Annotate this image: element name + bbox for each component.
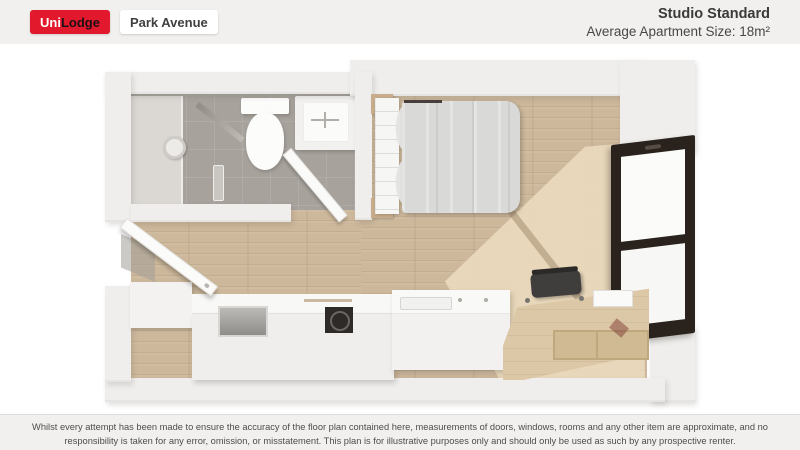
- unilodge-logo: [30, 10, 110, 34]
- page-subtitle: Average Apartment Size: 18m²: [586, 24, 770, 39]
- bed-headboard: [375, 98, 399, 214]
- footer-bar: [0, 414, 800, 450]
- entry-door-handle: [204, 283, 210, 289]
- wall-shelf: [404, 100, 442, 103]
- vanity-faucet-spout: [324, 112, 326, 128]
- kitchen-counter-island: [392, 290, 510, 370]
- window-handle: [645, 144, 661, 150]
- desk-chair: [530, 270, 582, 298]
- floor-plan: [105, 60, 695, 402]
- chair-caster: [579, 296, 584, 301]
- fridge-appliance: [218, 306, 268, 337]
- logo-text-uni: Uni: [40, 14, 61, 30]
- logo-group: [30, 10, 218, 34]
- countertop-appliance: [593, 290, 633, 307]
- wall-bathroom-right: [355, 72, 372, 220]
- title-block: [586, 6, 770, 40]
- sink-tap: [458, 298, 462, 302]
- washer-appliance: [325, 307, 353, 333]
- wall-bathroom-bottom: [131, 204, 291, 222]
- floor-drain: [213, 165, 224, 201]
- logo-text-lodge: Lodge: [60, 14, 100, 30]
- wall-top-bedroom: [350, 60, 645, 96]
- kitchen-cabinet-end: [130, 282, 192, 328]
- vanity-basin: [303, 102, 349, 142]
- towel-rail: [304, 299, 352, 302]
- bed: [402, 101, 520, 213]
- wall-top-bathroom: [105, 72, 357, 94]
- page-title: Studio Standard: [658, 6, 770, 22]
- desk-shelf-unit: [553, 330, 649, 360]
- kitchen-sink: [400, 297, 452, 310]
- desk-shelf-divider: [596, 332, 598, 358]
- window-pane-top: [621, 149, 685, 242]
- chair-caster: [525, 298, 530, 303]
- washer-door-ring: [330, 311, 350, 331]
- toilet: [246, 112, 284, 170]
- counter-handle: [484, 298, 488, 302]
- disclaimer-text: Whilst every attempt has been made to ensure the accuracy of the floor plan contained here, measurements of doors, windows, rooms and any other item are approximate, and no responsibility is taken for any error, omission, or misstatement. This plan is for illustrative purposes only and should only be used as such by any prospective renter.: [32, 422, 768, 446]
- wall-left-upper: [105, 72, 131, 222]
- wall-bottom: [105, 378, 665, 402]
- property-name-badge: Park Avenue: [120, 10, 218, 34]
- wall-left-lower: [105, 286, 131, 382]
- shower-head: [163, 136, 186, 159]
- header-bar: [0, 0, 800, 44]
- kitchen-counter: [192, 294, 394, 380]
